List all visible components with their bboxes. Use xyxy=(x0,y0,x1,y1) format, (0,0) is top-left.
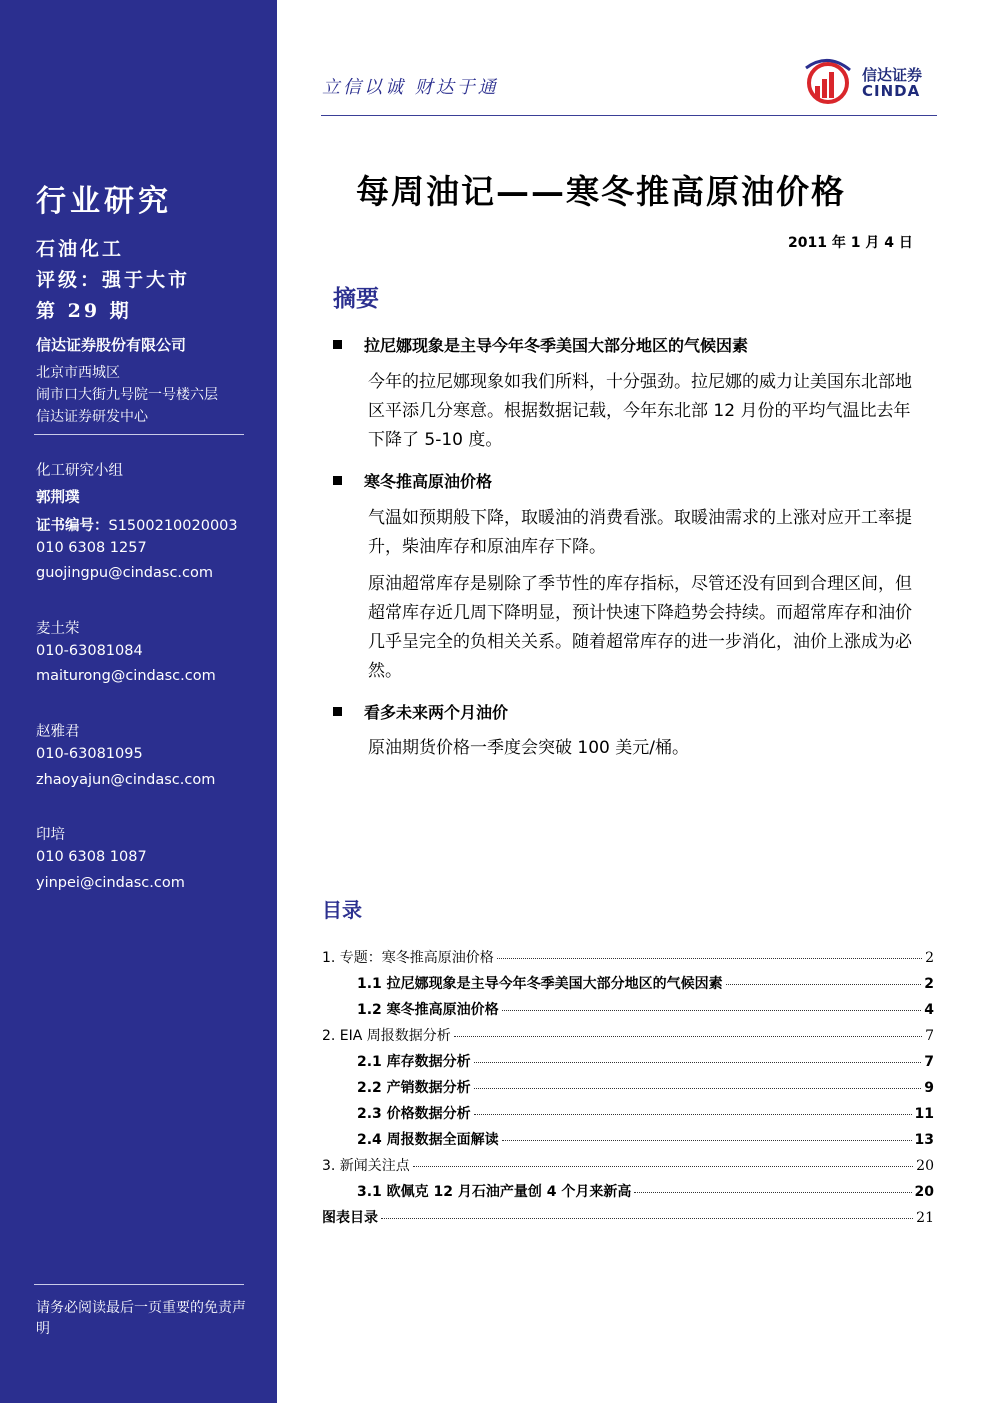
report-type: 行业研究 xyxy=(36,184,172,219)
toc-page: 2 xyxy=(925,950,934,966)
analyst-email[interactable]: maiturong@cindasc.com xyxy=(36,668,216,684)
toc-leader xyxy=(454,1036,922,1037)
toc-page: 20 xyxy=(916,1158,934,1174)
analyst-phone: 010-63081084 xyxy=(36,643,143,659)
toc-label: 图表目录 xyxy=(322,1210,378,1226)
divider xyxy=(34,1284,244,1285)
summary-paragraph: 气温如预期般下降，取暖油的消费看涨。取暖油需求的上涨对应开工率提升，柴油库存和原油库存下降。 xyxy=(368,508,912,557)
analyst-email[interactable]: yinpei@cindasc.com xyxy=(36,875,185,891)
toc-page: 9 xyxy=(924,1080,934,1096)
point-title-text: 看多未来两个月油价 xyxy=(364,703,509,722)
sidebar xyxy=(0,0,277,1403)
toc-label: 2.4 周报数据全面解读 xyxy=(357,1132,499,1148)
toc-label: 1.1 拉尼娜现象是主导今年冬季美国大部分地区的气候因素 xyxy=(357,976,723,992)
square-bullet-icon xyxy=(333,340,342,349)
analyst-phone: 010 6308 1257 xyxy=(36,540,147,556)
address-line: 闹市口大街九号院一号楼六层 xyxy=(36,387,218,403)
square-bullet-icon xyxy=(333,707,342,716)
toc-label: 1. 专题：寒冬推高原油价格 xyxy=(322,950,494,966)
disclaimer-note: 请务必阅读最后一页重要的免责声明 xyxy=(36,1300,246,1337)
toc-leader xyxy=(474,1062,922,1063)
divider xyxy=(34,434,244,435)
toc-leader xyxy=(474,1088,922,1089)
document-date: 2011 年 1 月 4 日 xyxy=(788,235,913,251)
slogan: 立信以诚 财达于通 xyxy=(322,77,499,98)
toc-leader xyxy=(634,1192,911,1193)
toc-label: 2.2 产销数据分析 xyxy=(357,1080,471,1096)
square-bullet-icon xyxy=(333,476,342,485)
toc-page: 13 xyxy=(914,1132,934,1148)
toc-leader xyxy=(474,1114,912,1115)
analyst-email[interactable]: zhaoyajun@cindasc.com xyxy=(36,772,216,788)
summary-point-title xyxy=(333,469,492,492)
toc-page: 7 xyxy=(924,1054,934,1070)
analyst-cert xyxy=(36,514,238,535)
toc-entry[interactable] xyxy=(357,1051,934,1071)
analyst-phone: 010-63081095 xyxy=(36,746,143,762)
toc-entry[interactable] xyxy=(357,1103,934,1123)
toc-label: 2.1 库存数据分析 xyxy=(357,1054,471,1070)
cert-label: 证书编号： xyxy=(36,518,109,534)
toc-page: 7 xyxy=(925,1028,934,1044)
header-divider xyxy=(321,115,937,116)
cert-number: S1500210020003 xyxy=(108,518,238,534)
summary-point-title xyxy=(333,700,508,723)
team-name: 化工研究小组 xyxy=(36,463,123,479)
summary-point-title xyxy=(333,333,748,356)
toc-leader xyxy=(497,958,922,959)
company-name: 信达证券股份有限公司 xyxy=(36,336,187,354)
toc-entry[interactable] xyxy=(357,1181,934,1201)
toc-entry[interactable] xyxy=(322,947,934,967)
toc-label: 2. EIA 周报数据分析 xyxy=(322,1028,451,1044)
toc-entry[interactable] xyxy=(357,999,934,1019)
summary-paragraph: 今年的拉尼娜现象如我们所料，十分强劲。拉尼娜的威力让美国东北部地区平添几分寒意。根据数据记载，今年东北部 12 月份的平均气温比去年下降了 5-10 度。 xyxy=(368,372,912,450)
analyst-name: 麦土荣 xyxy=(36,621,80,637)
toc-label: 3.1 欧佩克 12 月石油产量创 4 个月来新高 xyxy=(357,1184,632,1200)
point-title-text: 拉尼娜现象是主导今年冬季美国大部分地区的气候因素 xyxy=(364,336,749,355)
point-title-text: 寒冬推高原油价格 xyxy=(364,472,493,491)
address-line: 信达证券研发中心 xyxy=(36,409,148,425)
toc-leader xyxy=(413,1166,913,1167)
analyst-name: 郭荆璞 xyxy=(36,490,80,506)
toc-leader xyxy=(726,984,922,985)
logo-text-cn: 信达证券 xyxy=(862,66,923,84)
analyst-name: 赵雅君 xyxy=(36,724,80,740)
toc-entry[interactable] xyxy=(322,1207,934,1227)
logo-text-en: CINDA xyxy=(862,82,921,100)
toc-leader xyxy=(502,1140,912,1141)
toc-label: 1.2 寒冬推高原油价格 xyxy=(357,1002,499,1018)
toc-entry[interactable] xyxy=(357,1077,934,1097)
toc-page: 20 xyxy=(914,1184,934,1200)
toc-entry[interactable] xyxy=(322,1155,934,1175)
toc-page: 21 xyxy=(916,1210,934,1226)
analyst-email[interactable]: guojingpu@cindasc.com xyxy=(36,565,213,581)
issue-label: 第 29 期 xyxy=(36,300,132,322)
toc-label: 2.3 价格数据分析 xyxy=(357,1106,471,1122)
toc-page: 4 xyxy=(924,1002,934,1018)
toc-page: 11 xyxy=(914,1106,934,1122)
analyst-name: 印培 xyxy=(36,827,65,843)
summary-heading: 摘要 xyxy=(333,286,379,312)
analyst-phone: 010 6308 1087 xyxy=(36,849,147,865)
toc-page: 2 xyxy=(924,976,934,992)
summary-paragraph: 原油超常库存是剔除了季节性的库存指标，尽管还没有回到合理区间，但超常库存近几周下降明显，预计快速下降趋势会持续。而超常库存和油价几乎呈完全的负相关关系。随着超常库存的进一步消化，油价上涨成为必然。 xyxy=(368,574,912,681)
rating-label: 评级：强于大市 xyxy=(36,269,191,291)
toc-entry[interactable] xyxy=(322,1025,934,1045)
toc-entry[interactable] xyxy=(357,1129,934,1149)
industry-label: 石油化工 xyxy=(36,238,125,260)
document-title: 每周油记——寒冬推高原油价格 xyxy=(356,172,846,211)
toc-heading: 目录 xyxy=(322,898,362,922)
toc-label: 3. 新闻关注点 xyxy=(322,1158,410,1174)
address-line: 北京市西城区 xyxy=(36,365,120,381)
toc-leader xyxy=(381,1218,913,1219)
toc-leader xyxy=(502,1010,922,1011)
summary-paragraph: 原油期货价格一季度会突破 100 美元/桶。 xyxy=(368,738,689,758)
toc-entry[interactable] xyxy=(357,973,934,993)
